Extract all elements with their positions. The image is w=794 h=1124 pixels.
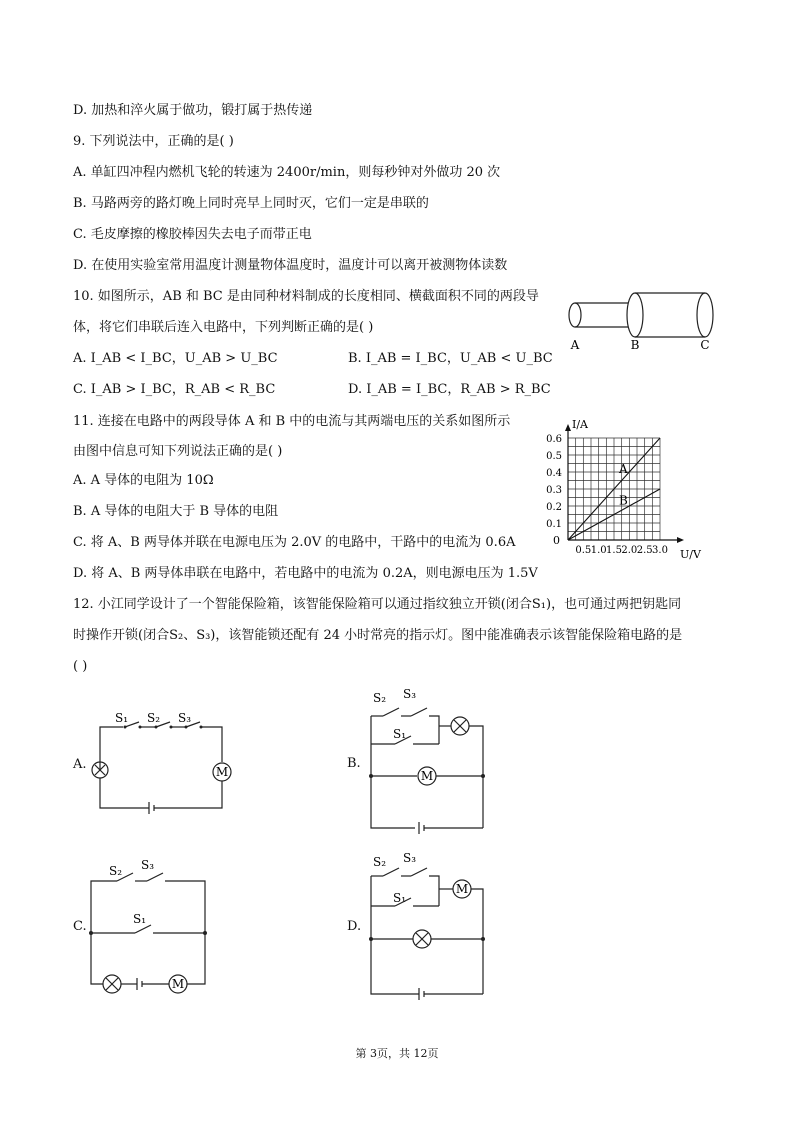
s3-label: S₃	[178, 711, 192, 725]
q8-option-d: D. 加热和淬火属于做功，锻打属于热传递	[73, 103, 313, 118]
q11-option-b: B. A 导体的电阻大于 B 导体的电阻	[73, 504, 279, 519]
q11-stem-line2: 由图中信息可知下列说法正确的是( )	[73, 444, 283, 459]
motor-label: M	[420, 769, 434, 783]
y-tick-label: 0.1	[546, 519, 562, 530]
x-tick-label: 1.5	[606, 545, 622, 556]
q12-stem-line1: 12. 小江同学设计了一个智能保险箱，该智能保险箱可以通过指纹独立开锁(闭合S₁)，也可通过两把钥匙同	[73, 597, 682, 612]
s2-label: S₂	[147, 711, 161, 725]
x-axis-arrow	[677, 537, 684, 543]
iv-chart	[530, 410, 720, 560]
q12-stem-line2: 时操作开锁(闭合S₂、S₃)，该智能锁还配有 24 小时常亮的指示灯。图中能准确表示该智能保险箱电路的是	[73, 628, 683, 643]
q10-stem-line1: 10. 如图所示，AB 和 BC 是由同种材料制成的长度相同、横截面积不同的两段导	[73, 289, 539, 304]
label-b: B	[630, 338, 640, 352]
circuit-c	[85, 855, 220, 1000]
x-tick-label: 2.0	[621, 545, 638, 556]
circuit-a-label: A.	[73, 757, 87, 772]
motor-label: M	[171, 977, 185, 991]
s2-label: S₂	[373, 855, 387, 869]
circuit-c-label: C.	[73, 919, 87, 934]
x-tick-label: 0.5	[575, 545, 592, 556]
q10-option-d: D. I_AB = I_BC，R_AB > R_BC	[348, 382, 551, 397]
series-label-b: B	[619, 493, 628, 508]
s2-label: S₂	[109, 864, 123, 878]
page-footer: 第 3页，共 12页	[355, 1047, 439, 1060]
s1-label: S₁	[393, 891, 407, 905]
y-tick-label: 0.3	[546, 485, 562, 496]
s2-label: S₂	[373, 691, 387, 705]
q12-stem-line3: ( )	[73, 659, 88, 674]
q9-option-d: D. 在使用实验室常用温度计测量物体温度时，温度计可以离开被测物体读数	[73, 258, 508, 273]
y-axis-arrow	[565, 424, 571, 431]
q9-option-b: B. 马路两旁的路灯晚上同时亮早上同时灭，它们一定是串联的	[73, 196, 429, 211]
y-tick-label: 0.6	[546, 434, 562, 445]
motor-label: M	[215, 765, 229, 779]
series-label-a: A	[619, 461, 628, 476]
label-c: C	[700, 338, 710, 352]
x-tick-label: 1.0	[590, 545, 607, 556]
conductor-figure	[565, 285, 725, 355]
circuit-b	[365, 688, 495, 833]
q11-option-a: A. A 导体的电阻为 10Ω	[73, 473, 214, 488]
y-tick-label: 0.4	[546, 468, 562, 479]
q9-option-c: C. 毛皮摩擦的橡胶棒因失去电子而带正电	[73, 227, 312, 242]
circuit-a	[85, 702, 245, 822]
s1-label: S₁	[133, 912, 147, 926]
x-axis-label: U/V	[680, 548, 701, 561]
q10-option-a: A. I_AB < I_BC，U_AB > U_BC	[73, 351, 278, 366]
s1-label: S₁	[115, 711, 129, 725]
q11-stem-line1: 11. 连接在电路中的两段导体 A 和 B 中的电流与其两端电压的关系如图所示	[73, 414, 511, 429]
q11-option-d: D. 将 A、B 两导体串联在电路中，若电路中的电流为 0.2A，则电源电压为 1.5V	[73, 566, 538, 581]
x-tick-label: 3.0	[652, 545, 668, 556]
y-tick-label: 0.2	[546, 502, 562, 513]
q9-option-a: A. 单缸四冲程内燃机飞轮的转速为 2400r/min，则每秒钟对外做功 20 次	[73, 165, 501, 180]
q10-option-c: C. I_AB > I_BC，R_AB < R_BC	[73, 382, 276, 397]
s3-label: S₃	[403, 851, 417, 865]
motor-label: M	[455, 882, 469, 896]
circuit-d-label: D.	[347, 919, 362, 934]
s3-label: S₃	[403, 687, 417, 701]
circuit-b-label: B.	[347, 756, 361, 771]
q10-option-b: B. I_AB = I_BC，U_AB < U_BC	[348, 351, 553, 366]
q10-stem-line2: 体，将它们串联后连入电路中，下列判断正确的是( )	[73, 320, 374, 335]
x-tick-label: 2.5	[636, 545, 653, 556]
origin-label: 0	[553, 534, 560, 547]
label-a: A	[570, 338, 580, 352]
circuit-d	[365, 852, 495, 1002]
q11-option-c: C. 将 A、B 两导体并联在电源电压为 2.0V 的电路中，干路中的电流为 0.6A	[73, 535, 516, 550]
s3-label: S₃	[141, 858, 155, 872]
q9-stem: 9. 下列说法中，正确的是( )	[73, 134, 234, 149]
s1-label: S₁	[393, 727, 407, 741]
y-tick-label: 0.5	[546, 451, 562, 462]
y-axis-label: I/A	[572, 418, 588, 431]
